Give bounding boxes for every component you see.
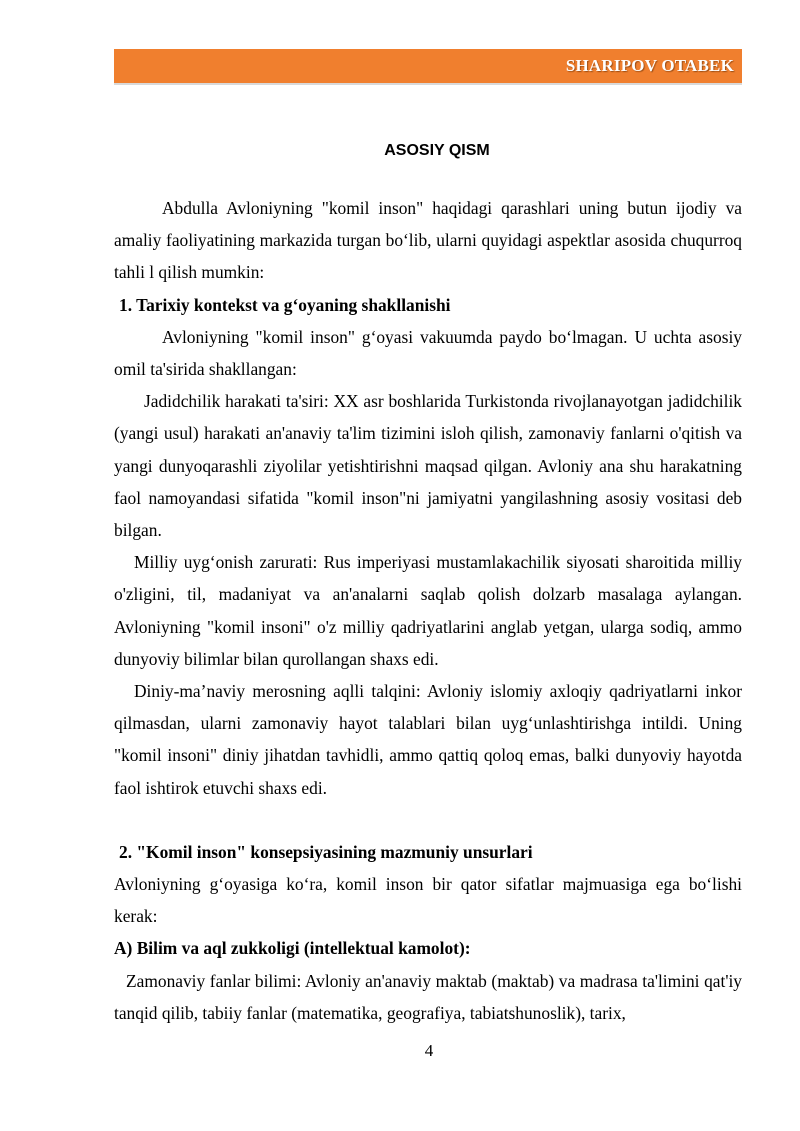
header-bar bbox=[114, 49, 742, 85]
section-1-heading: 1. Tarixiy kontekst va g‘oyaning shakllanishi bbox=[119, 294, 451, 315]
section-1-paragraph-1: Avloniyning "komil inson" g‘oyasi vakuumda paydo bo‘lmagan. U uchta asosiy omil ta'sirida shakllangan: bbox=[114, 326, 742, 380]
section-2-subheading: A) Bilim va aql zukkoligi (intellektual kamolot): bbox=[114, 938, 471, 959]
section-2-paragraph-2: Zamonaviy fanlar bilimi: Avloniy an'anaviy maktab (maktab) va madrasa ta'limini qat'iy tanqid qilib, tabiiy fanlar (matematika, geografiya, tabiatshunoslik), tarix, bbox=[114, 970, 742, 1023]
document-body bbox=[114, 130, 742, 1029]
intro-paragraph: Abdulla Avloniyning "komil inson" haqidagi qarashlari uning butun ijodiy va amaliy faoliyatining markazida turgan bo‘lib, ularni quyidagi aspektlar asosida chuqurroq tahli l qilish mumkin: bbox=[114, 198, 742, 283]
page-number: 4 bbox=[424, 1041, 434, 1060]
section-1-paragraph-4: Diniy-ma’naviy merosning aqlli talqini: Avloniy islomiy axloqiy qadriyatlarni inkor qilmasdan, ularni zamonaviy hayot talablari bilan uyg‘unlashtirishga intildi. Uning "komil insoni" diniy jihatdan tavhidli, ammo qattiq qoloq emas, balki dunyoviy hayotda faol ishtirok etuvchi shaxs edi. bbox=[114, 681, 742, 798]
section-2-paragraph-1: Avloniyning g‘oyasiga ko‘ra, komil inson bir qator sifatlar majmuasiga ega bo‘lishi kerak: bbox=[114, 874, 742, 927]
header-author: SHARIPOV OTABEK bbox=[565, 56, 734, 75]
section-1-paragraph-3: Milliy uyg‘onish zarurati: Rus imperiyasi mustamlakachilik siyosati sharoitida milliy o'zligini, til, madaniyat va an'analarni saqlab qolish dolzarb masalaga aylangan. Avloniyning "komil insoni" o'z milliy qadriyatlarini anglab yetgan, ularga sodiq, ammo dunyoviy bilimlar bilan qurollangan shaxs edi. bbox=[114, 552, 742, 669]
document-title: ASOSIY QISM bbox=[384, 142, 490, 159]
section-2-heading: 2. "Komil inson" konsepsiyasining mazmuniy unsurlari bbox=[119, 841, 533, 862]
section-1-paragraph-2: Jadidchilik harakati ta'siri: XX asr boshlarida Turkistonda rivojlanayotgan jadidchilik (yangi usul) harakati an'anaviy ta'lim tizimini isloh qilish, zamonaviy fanlarni o'qitish va yangi dunyoqarashli ziyolilar yetishtirishni maqsad qilgan. Avloniy ana shu harakatning faol namoyandasi sifatida "komil inson"ni jamiyatni yangilashning asosiy vositasi deb bilgan. bbox=[114, 391, 742, 541]
section-spacer bbox=[114, 804, 742, 836]
